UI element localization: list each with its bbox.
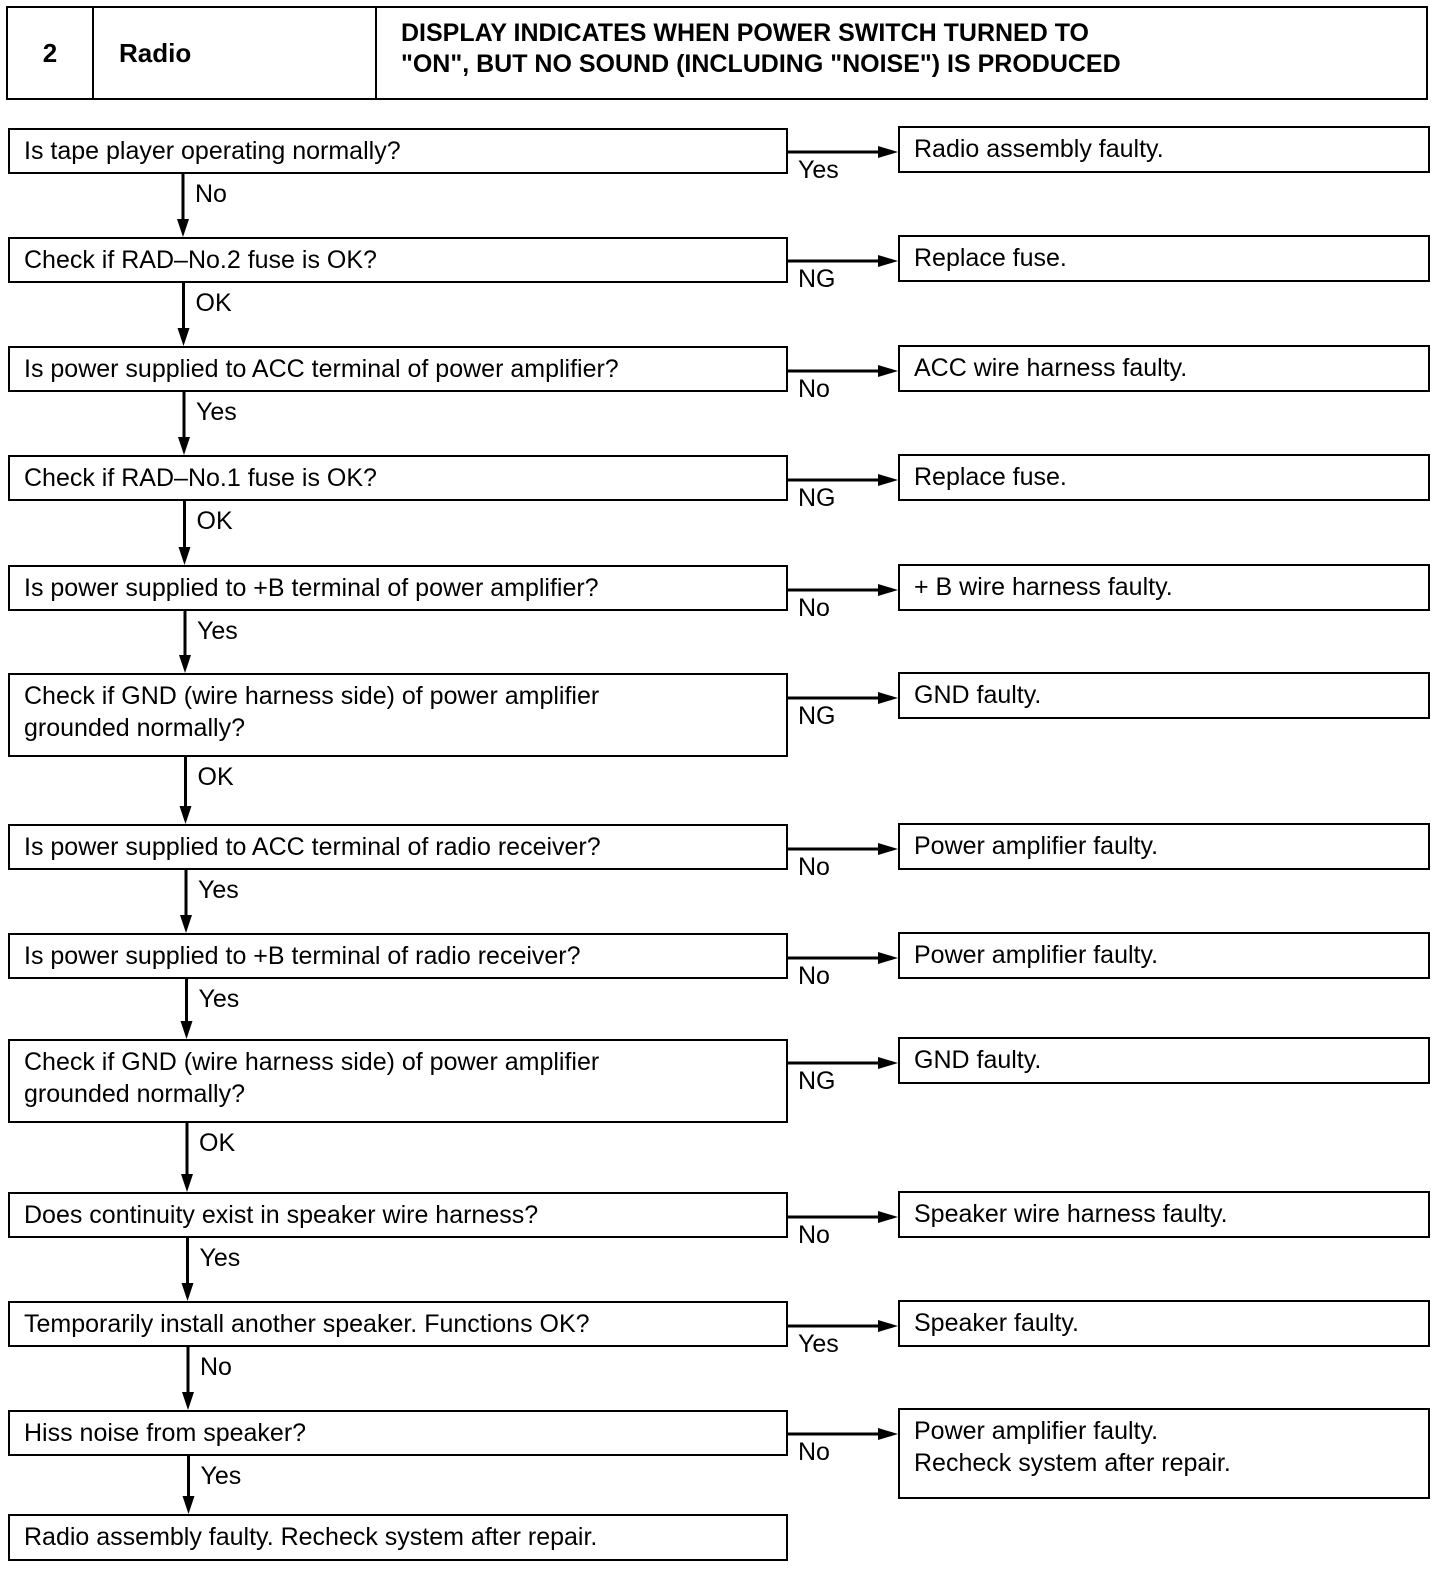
- branch-arrowhead: [878, 1428, 898, 1440]
- branch-label: Yes: [798, 1330, 839, 1358]
- down-arrowhead: [181, 1021, 193, 1039]
- chart-number: 2: [8, 8, 94, 98]
- branch-arrowhead: [878, 474, 898, 486]
- result-box: Speaker faulty.: [898, 1300, 1430, 1347]
- down-label: OK: [197, 763, 234, 791]
- symptom-title: DISPLAY INDICATES WHEN POWER SWITCH TURNED TO "ON", BUT NO SOUND (INCLUDING "NOISE") IS PRODUCED: [401, 19, 1121, 78]
- branch-label: NG: [798, 265, 836, 293]
- branch-label: NG: [798, 702, 836, 730]
- question-box: Temporarily install another speaker. Functions OK?: [8, 1301, 788, 1347]
- down-arrowhead: [180, 915, 192, 933]
- system-name: Radio: [94, 8, 377, 98]
- result-box: Power amplifier faulty. Recheck system after repair.: [898, 1408, 1430, 1499]
- down-label: Yes: [198, 876, 239, 904]
- down-label: OK: [199, 1129, 236, 1157]
- down-arrowhead: [178, 437, 190, 455]
- down-label: Yes: [197, 617, 238, 645]
- down-arrowhead: [182, 1283, 194, 1301]
- down-arrowhead: [183, 1496, 195, 1514]
- branch-arrowhead: [878, 843, 898, 855]
- branch-label: Yes: [798, 156, 839, 184]
- branch-label: No: [798, 375, 830, 403]
- result-box: ACC wire harness faulty.: [898, 345, 1430, 392]
- down-label: Yes: [199, 1244, 241, 1272]
- branch-arrowhead: [878, 584, 898, 596]
- down-arrowhead: [179, 547, 191, 565]
- branch-label: NG: [798, 484, 836, 512]
- branch-arrowhead: [878, 255, 898, 267]
- result-box: Replace fuse.: [898, 454, 1430, 501]
- branch-arrowhead: [878, 365, 898, 377]
- branch-arrowhead: [878, 952, 898, 964]
- down-arrowhead: [180, 806, 192, 824]
- branch-label: No: [798, 1221, 830, 1249]
- question-box: Check if GND (wire harness side) of power amplifier grounded normally?: [8, 1039, 788, 1123]
- branch-arrowhead: [878, 1211, 898, 1223]
- branch-label: No: [798, 1438, 830, 1466]
- result-box: Radio assembly faulty.: [898, 126, 1430, 173]
- down-label: Yes: [198, 985, 240, 1013]
- down-arrowhead: [178, 328, 190, 346]
- branch-arrowhead: [878, 1057, 898, 1069]
- down-arrowhead: [179, 655, 191, 673]
- result-box: Power amplifier faulty.: [898, 932, 1430, 979]
- down-label: Yes: [200, 1462, 242, 1490]
- down-label: OK: [195, 289, 232, 317]
- result-box: GND faulty.: [898, 672, 1430, 719]
- branch-arrowhead: [878, 1320, 898, 1332]
- question-box: Is power supplied to +B terminal of radio receiver?: [8, 933, 788, 979]
- question-box: Is tape player operating normally?: [8, 128, 788, 174]
- down-arrowhead: [182, 1392, 194, 1410]
- question-box: Hiss noise from speaker?: [8, 1410, 788, 1456]
- down-arrowhead: [177, 219, 189, 237]
- question-box: Is power supplied to ACC terminal of radio receiver?: [8, 824, 788, 870]
- result-box: + B wire harness faulty.: [898, 564, 1430, 611]
- down-label: No: [200, 1353, 232, 1381]
- final-result-box: Radio assembly faulty. Recheck system after repair.: [8, 1514, 788, 1561]
- result-box: Speaker wire harness faulty.: [898, 1191, 1430, 1238]
- result-box: Replace fuse.: [898, 235, 1430, 282]
- question-box: Is power supplied to ACC terminal of power amplifier?: [8, 346, 788, 392]
- down-arrowhead: [181, 1174, 193, 1192]
- question-box: Check if GND (wire harness side) of power amplifier grounded normally?: [8, 673, 788, 757]
- branch-label: No: [798, 853, 830, 881]
- branch-label: No: [798, 962, 830, 990]
- branch-arrowhead: [878, 692, 898, 704]
- question-box: Check if RAD–No.1 fuse is OK?: [8, 455, 788, 501]
- down-label: OK: [196, 507, 233, 535]
- question-box: Is power supplied to +B terminal of power amplifier?: [8, 565, 788, 611]
- branch-label: NG: [798, 1067, 836, 1095]
- branch-label: No: [798, 594, 830, 622]
- result-box: GND faulty.: [898, 1037, 1430, 1084]
- result-box: Power amplifier faulty.: [898, 823, 1430, 870]
- branch-arrowhead: [878, 146, 898, 158]
- question-box: Does continuity exist in speaker wire harness?: [8, 1192, 788, 1238]
- question-box: Check if RAD–No.2 fuse is OK?: [8, 237, 788, 283]
- down-label: Yes: [196, 398, 237, 426]
- down-label: No: [195, 180, 227, 208]
